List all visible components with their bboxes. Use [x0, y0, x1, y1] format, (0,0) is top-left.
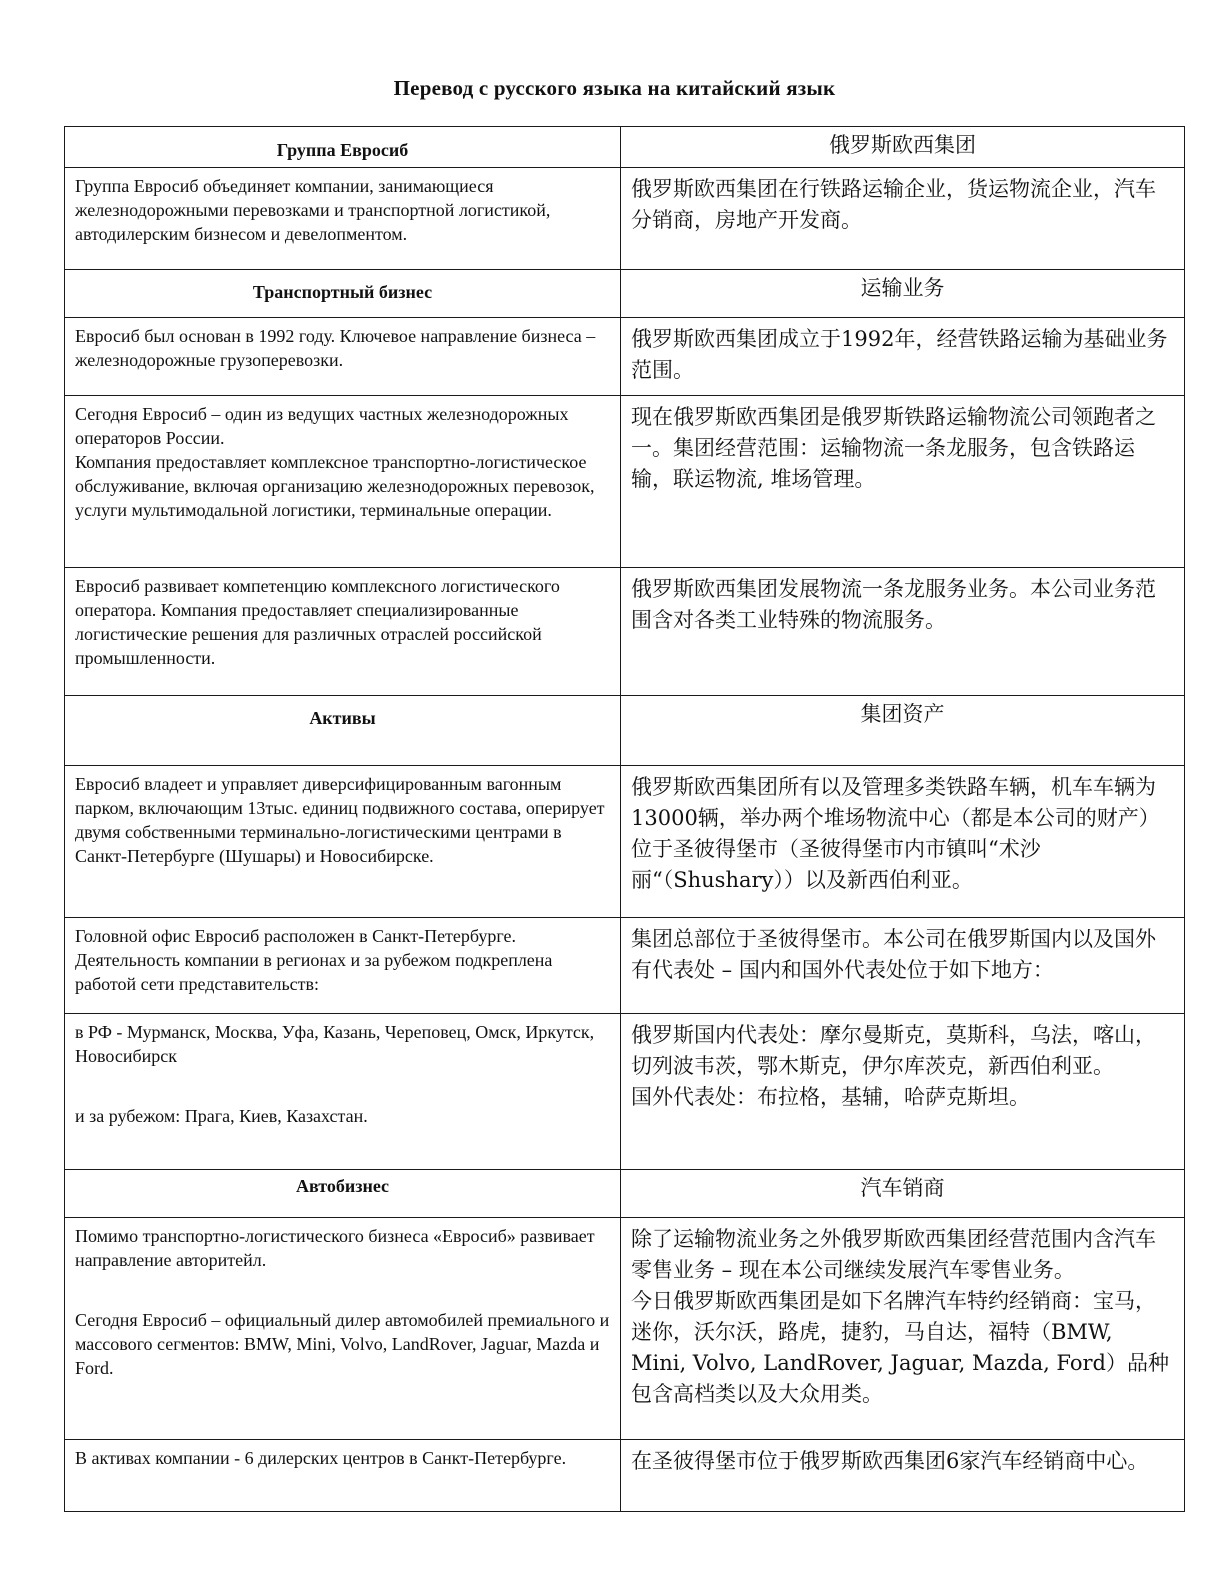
russian-header-cell: Активы — [65, 696, 621, 766]
russian-header-cell: Группа Евросиб — [65, 127, 621, 168]
chinese-paragraph: 除了运输物流业务之外俄罗斯欧西集团经营范围内含汽车零售业务 – 现在本公司继续发展汽车零售业务。 — [631, 1227, 1156, 1282]
translation-table — [64, 126, 1185, 1512]
chinese-header-cell: 汽车销商 — [621, 1170, 1185, 1218]
russian-header-cell: Транспортный бизнес — [65, 270, 621, 318]
chinese-header-cell: 俄罗斯欧西集团 — [621, 127, 1185, 168]
table-row-header-group — [65, 127, 1185, 168]
russian-text-cell — [65, 1218, 621, 1440]
chinese-text-cell: 在圣彼得堡市位于俄罗斯欧西集团6家汽车经销商中心。 — [621, 1440, 1185, 1512]
chinese-paragraph: 俄罗斯国内代表处：摩尔曼斯克，莫斯科，乌法，喀山，切列波韦茨，鄂木斯克，伊尔库茨克，新西伯利亚。 — [631, 1023, 1156, 1078]
russian-text-cell: Евросиб владеет и управляет диверсифицированным вагонным парком, включающим 13тыс. единиц подвижного состава, оперирует двумя собственными терминально-логистическими центрами в Санкт-Петербурге (Шушары) и Новосибирске. — [65, 766, 621, 918]
russian-paragraph: Помимо транспортно-логистического бизнеса «Евросиб» развивает направление авторитейл. — [75, 1226, 595, 1270]
russian-text-cell — [65, 396, 621, 568]
chinese-header-cell: 运输业务 — [621, 270, 1185, 318]
russian-paragraph: Сегодня Евросиб – один из ведущих частных железнодорожных операторов России. — [75, 404, 569, 448]
russian-paragraph: Компания предоставляет комплексное транспортно-логистическое обслуживание, включая организацию железнодорожных перевозок, услуги мультимодальной логистики, терминальные операции. — [75, 452, 595, 520]
chinese-text-cell — [621, 1218, 1185, 1440]
table-row — [65, 1440, 1185, 1512]
paragraph-spacer — [75, 1068, 610, 1104]
table-row — [65, 168, 1185, 270]
table-row — [65, 1218, 1185, 1440]
table-row — [65, 568, 1185, 696]
table-row — [65, 396, 1185, 568]
russian-text-cell: В активах компании - 6 дилерских центров в Санкт-Петербурге. — [65, 1440, 621, 1512]
russian-text-cell — [65, 1014, 621, 1170]
russian-paragraph: и за рубежом: Прага, Киев, Казахстан. — [75, 1106, 368, 1126]
chinese-paragraph: 今日俄罗斯欧西集团是如下名牌汽车特约经销商：宝马，迷你，沃尔沃，路虎，捷豹，马自达，福特（BMW, Mini, Volvo, LandRover, Jaguar, Mazda, Ford）品种包含高档类以及大众用类。 — [631, 1289, 1169, 1406]
chinese-header-cell: 集团资产 — [621, 696, 1185, 766]
chinese-text-cell: 俄罗斯欧西集团在行铁路运输企业，货运物流企业，汽车分销商，房地产开发商。 — [621, 168, 1185, 270]
chinese-text-cell: 集团总部位于圣彼得堡市。本公司在俄罗斯国内以及国外有代表处 – 国内和国外代表处位于如下地方： — [621, 918, 1185, 1014]
chinese-text-cell: 俄罗斯欧西集团成立于1992年，经营铁路运输为基础业务范围。 — [621, 318, 1185, 396]
chinese-paragraph: 国外代表处：布拉格，基辅，哈萨克斯坦。 — [631, 1085, 1030, 1109]
russian-text-cell: Евросиб был основан в 1992 году. Ключевое направление бизнеса – железнодорожные грузоперевозки. — [65, 318, 621, 396]
table-row-header-auto — [65, 1170, 1185, 1218]
table-row-header-transport — [65, 270, 1185, 318]
russian-text-cell: Головной офис Евросиб расположен в Санкт-Петербурге. Деятельность компании в регионах и за рубежом подкреплена работой сети представительств: — [65, 918, 621, 1014]
chinese-text-cell — [621, 1014, 1185, 1170]
table-row-header-assets — [65, 696, 1185, 766]
russian-paragraph: в РФ - Мурманск, Москва, Уфа, Казань, Череповец, Омск, Иркутск, Новосибирск — [75, 1022, 595, 1066]
russian-text-cell: Группа Евросиб объединяет компании, занимающиеся железнодорожными перевозками и транспортной логистикой, автодилерским бизнесом и девелопментом. — [65, 168, 621, 270]
russian-header-cell: Автобизнес — [65, 1170, 621, 1218]
table-row — [65, 766, 1185, 918]
chinese-text-cell: 俄罗斯欧西集团所有以及管理多类铁路车辆，机车车辆为13000辆，举办两个堆场物流中心（都是本公司的财产）位于圣彼得堡市（圣彼得堡市内市镇叫“术沙丽“（Shushary））以及新西伯利亚。 — [621, 766, 1185, 918]
table-row — [65, 1014, 1185, 1170]
chinese-text-cell: 俄罗斯欧西集团发展物流一条龙服务业务。本公司业务范围含对各类工业特殊的物流服务。 — [621, 568, 1185, 696]
table-row — [65, 918, 1185, 1014]
russian-paragraph: Сегодня Евросиб – официальный дилер автомобилей премиального и массового сегментов: BMW, Mini, Volvo, LandRover, Jaguar, Mazda и Ford. — [75, 1310, 610, 1378]
table-row — [65, 318, 1185, 396]
russian-text-cell: Евросиб развивает компетенцию комплексного логистического оператора. Компания предоставляет специализированные логистические решения для различных отраслей российской промышленности. — [65, 568, 621, 696]
document-title: Перевод с русского языка на китайский язык — [393, 76, 836, 100]
paragraph-spacer — [75, 1272, 610, 1308]
chinese-text-cell: 现在俄罗斯欧西集团是俄罗斯铁路运输物流公司领跑者之一。集团经营范围：运输物流一条龙服务，包含铁路运输，联运物流, 堆场管理。 — [621, 396, 1185, 568]
